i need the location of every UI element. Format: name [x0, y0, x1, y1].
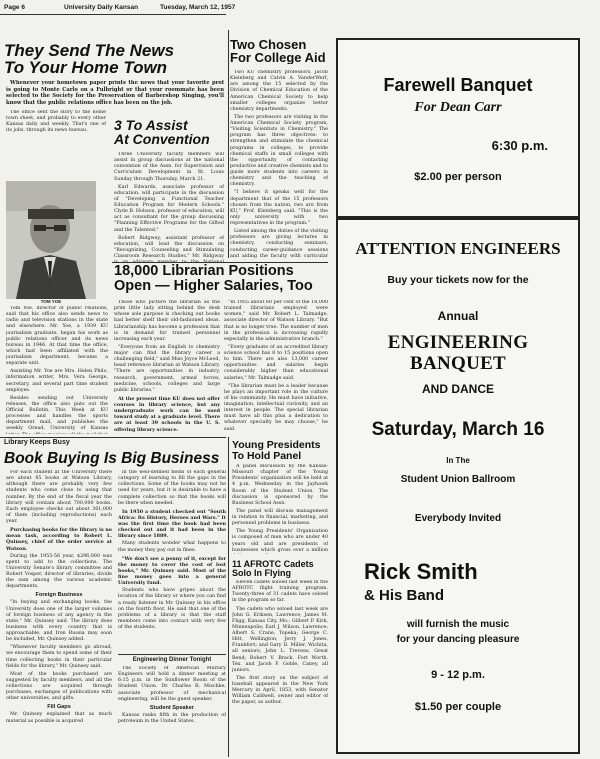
paragraph: Mr. Quinsey explained that as much material as possible is acquired — [6, 712, 112, 724]
story-home-col1-bottom — [6, 306, 108, 434]
paragraph: Tom Yoe, director of public relations, said that his office also sends news to radio and television stations in the state and elsewhere. Mr. Yoe, a 1939 KU journalism graduate, began his work as public relations officer and its news bureau in 1946. At that time the office, which had been affiliated with the journalism department, became a separate unit. — [6, 306, 108, 367]
paragraph: For each student at the University there are about 85 books at Watson Library, although there are probably very few students who come close to using that number. By the end of the fiscal year the library will contain about 700,000 books. Each employee checks out about 361,000 of them (including reproductions) each year. — [6, 470, 112, 524]
paragraph: The cadets who soloed last week are John G. Eriksen, Lawrence; James M. Fligg, Kansas City, Mo.; Gilbert P. Kirk, Minneapolis; Earl J. Wilson, Lawrence; Albert S. Crane, Topeka; George C. Hitt, Wellington; Jerry J. Jones, Frankfort; and Gary D. Miller, Wichita, all seniors; John L. Trevens, Great Bend; Robert V. Brack, Fort Worth, Tex. and Jacob F. Goble, Caney, all juniors. — [232, 606, 328, 673]
ad-line: Saturday, March 16 — [371, 419, 545, 441]
paragraph: A panel discussion by the Kansas-Missouri chapter of the Young Presidents' organization will be held at 4 p.m. Wednesday in the Jayhawk Room of the Student Union. The discussion is sponsored by the Business School Assn. — [232, 464, 328, 506]
story-aid-body — [230, 70, 328, 260]
headline: Book Buying Is Big Business — [4, 451, 220, 467]
headline-line-1: 18,000 Librarian Positions — [114, 264, 294, 279]
paragraph: During the 1955-56 year, $296,000 was spent to add to the collections. The University Senate's library committee and Robert Vosper, director of libraries, divide the sum among the various academic departments. — [6, 553, 112, 590]
paragraph: In 1950 a student checked out "South Africa: Its History, Heroes and Wars." It was the first time the book had been checked out and it had been in the library since 1889. — [118, 508, 226, 540]
paragraph: Three University faculty members will assist in group discussions at the national convention of the Assn. for Supervision and Curriculum Development in St. Louis Sunday through Thursday, March 21. — [114, 152, 224, 182]
paragraph: "Every graduate of an accredited library science school has 8 to 15 positions open to him. There are also 13,000 career opportunities and salaries begin considerably higher than educational salaries," Mr. Talmadge said. — [224, 344, 328, 381]
kicker-library-keeps-busy: Library Keeps Busy — [4, 439, 70, 446]
story-afrotc-headline — [232, 560, 330, 578]
story-dinner-headline: Engineering Dinner Tonight — [132, 657, 212, 663]
photo-tom-yoe — [6, 181, 96, 299]
headline-line-1: They Send The News — [4, 42, 175, 60]
paragraph: "I believe it speaks well for the department that of the 15 professors chosen from the nation, two are from KU," Prof. Kleinberg said. "This is the only university with two representatives in the program." — [230, 190, 328, 226]
paragraph: "Whenever faculty members go abroad, we encourage them to spend some of their time collecting books in their particular fields for the library," Mr. Quinsey said. — [6, 645, 112, 669]
paragraph: The panel will discuss management in relation to financial, marketing, and personnel problems in business. — [232, 508, 328, 527]
paragraph: Kansas ranks fifth in the production of petroleum in the United States. — [118, 712, 226, 724]
ad-price: $1.50 per couple — [414, 700, 502, 713]
issue-date: Tuesday, March 12, 1957 — [160, 4, 236, 11]
story-home-lede — [6, 80, 224, 108]
paper-name: University Daily Kansan — [64, 4, 139, 11]
story-librarian-col2 — [224, 300, 328, 436]
section-rule — [118, 654, 226, 655]
story-home-headline — [4, 42, 226, 76]
ad-subtitle: For Dean Carr — [414, 99, 502, 115]
story-books-col2 — [118, 470, 226, 652]
story-presidents-headline — [232, 440, 330, 461]
paragraph: Robert Ridgway, assistant professor of education, will lead the discussion on "Recognizing, Counseling and Stimulating Classroom Research Studies." Mr. Ridgway — [114, 235, 224, 259]
ad-line: Student Union Ballroom — [400, 474, 516, 486]
headline-line-2: At Convention — [114, 131, 210, 146]
section-rule — [112, 262, 328, 263]
paragraph: The office sent the story to the home town sheet, and probably to every other Kansas daily and weekly. That's one of its jobs, through its news bureau. — [6, 110, 106, 134]
paragraph: "Everyone from an English to chemistry major can find the library career a challenging field," said Miss Joyce McLeod, head reference librarian at Watson Library. "There are opportunities in industry, research, government, armed forces, medicine, schools, colleges and large public libraries." — [114, 344, 220, 393]
headline-line-2: To Hold Panel — [232, 449, 302, 461]
ad-farewell-banquet — [336, 38, 580, 218]
ad-line: Annual — [437, 309, 479, 324]
subhead: Foreign Business — [35, 592, 83, 599]
ad-line: AND DANCE — [422, 382, 494, 397]
headline-line-2: To Your Home Town — [4, 58, 168, 76]
ad-engineering-banquet — [336, 218, 580, 754]
page-number: Page 6 — [4, 4, 25, 11]
paragraph: Those who picture the librarian as the prim little lady sitting behind the desk whose sole purpose is checking out books had better shelf their old-fashioned ideas. Librarianship has become a profession that is in demand for trained personnel increasing each year. — [114, 300, 220, 342]
story-dinner-body — [118, 666, 226, 756]
story-librarian-col1 — [114, 300, 220, 436]
paragraph: The Young Presidents' Organization is composed of men who are under 40 years old and are presidents of businesses which gross over a million — [232, 529, 328, 553]
paragraph: Karl Edwards, associate professor of education, will participate in the discussion of "Developing a Functional Teacher Education Program for Modern Schools." Clyde B. Hobson, professor of education, will act as consultant for the group discussing "Planning Effective Programs for the Gifted and the Talented." — [114, 184, 224, 233]
subhead: Fill Gaps — [47, 704, 71, 711]
ad-line: for your dancing pleasure — [396, 633, 520, 645]
column-rule — [228, 437, 229, 757]
headline-line-2: Open — Higher Salaries, Too — [114, 277, 313, 293]
story-presidents-body — [232, 464, 328, 554]
story-books-col1 — [6, 470, 112, 756]
paragraph: "The librarian must be a leader because he plays an important role in the culture of his community. He must have initiative, imagination, intellectual curiosity, and an interest in people. The special librarian must have all this plus a dedication to whatever specialty he may choose," he said. — [224, 383, 328, 432]
paragraph: Purchasing books for the library is no mean task, according to Robert L. Quinsey, chief of the order service at Watson. — [6, 527, 112, 552]
story-books-headline — [4, 451, 226, 467]
paragraph: Besides sending out University releases, the office also puts out the Official Bulletin. This Week at KU processes and handles the sports department mail, and publishes the weekly Oread, University of Kansas — [6, 395, 108, 432]
headline-line-1: 3 To Assist — [114, 118, 188, 133]
paragraph: Two KU chemistry professors, Jacob Kleinberg and Calvin A. VanderWerf, are among the 15 selected by the Division of Chemical Education of the American Chemical Society to help smaller colleges organize better chemistry departments. — [230, 70, 328, 112]
paragraph: The Society of American Military Engineers will hold a dinner meeting at 6:15 p.m. in the Sunflower Room of the Student Union. Dr. Charles B. Mischke, associate professor of mechanical engineering, will be the guest speaker. — [118, 666, 226, 702]
paragraph: "We don't see a penny of it, except for the money to cover the cost of lost books," Mr. Quinsey said. Most of the fine money goes into a general University fund. — [118, 555, 226, 587]
photo-caption: TOM YOE — [40, 299, 62, 304]
story-afrotc-body — [232, 580, 328, 756]
paragraph: The two professors are visiting in the American Chemical Society program, "Visiting Scientists in Chemistry." The program has three objectives: to strengthen and stimulate the chemical programs in colleges, to provide chemical staffs in small colleges with the opportunity of contacting productive and creative chemists and to guide more students into careers in chemistry and the teaching of chemistry. — [230, 114, 328, 188]
section-rule — [0, 437, 226, 438]
story-home-col1-top — [6, 110, 106, 180]
ad-price: $2.00 per person — [414, 171, 502, 184]
paragraph: Most of the books purchased are suggested by faculty members, and all the collections are acquired through purchases, exchanges of publications with other universities, and gifts. — [6, 671, 112, 702]
lede-paragraph: Whenever your hometown paper prints the news that your favorite prof is going to Monte Carlo on a Fulbright or that your roommate has been selected to the Society for the Preservation of Barbershop Singing, you'll know that the public relations office has been on the job. — [6, 80, 224, 106]
subhead: Student Speaker — [149, 704, 195, 711]
story-convention-body — [114, 152, 224, 262]
headline-line-2: Solo In Flying — [232, 568, 291, 578]
paragraph: Eleven cadets soloed last week in the AFROTC flight training program. Twenty-three of 31 cadets have soloed in the program so far. — [232, 580, 328, 604]
headline-line-1: 11 AFROTC Cadets — [232, 560, 314, 569]
ad-band-name: Rick Smith — [364, 559, 478, 585]
paragraph: Assisting Mr. Yoe are Mrs. Helen Philo, information writer, Mrs. Vera George, secretary, and several part time student employes. — [6, 369, 108, 393]
paragraph: in the well-defined fields of each general category of learning to fill the gaps in the collections. Some of the books may not be used for years, but it is desirable to have a complete collection so that the books will be there when needed. — [118, 470, 226, 506]
ad-line: Buy your tickets now for the — [387, 273, 529, 286]
column-rule — [228, 30, 229, 258]
paragraph: The first story on the subject of baseball appeared in the New York Mercury in April, 1853, with Senator William Caldwell, owner and editor of the paper, as author. — [232, 675, 328, 706]
ad-band-sub: & His Band — [364, 587, 445, 605]
ad-line: will furnish the music — [406, 618, 510, 630]
headline-line-2: For College Aid — [230, 50, 326, 64]
story-aid-headline — [230, 38, 330, 64]
header-rule — [0, 14, 226, 15]
paragraph: At the present time KU does not offer courses in library science, but any undergraduate work can be used toward study at a graduate level. There are at least 39 schools in the U. S. offering library science. — [114, 395, 220, 433]
ad-line: ENGINEERING BANQUET — [387, 332, 529, 375]
ad-line: Everybody Invited — [414, 513, 502, 525]
headline-line-1: Two Chosen — [230, 38, 307, 52]
portrait-image — [6, 181, 96, 299]
ad-time: 6:30 p.m. — [491, 138, 548, 154]
headline-line-1: Young Presidents — [232, 440, 321, 451]
paragraph: "In 1955 about 60 per cent of the 18,000 trained librarians employed were women," said Mr. Robert L. Talmadge, associate director of Watson Library. "But that is no longer true. The number of men in the profession is increasing rapidly especially in the administrative branch." — [224, 300, 328, 342]
paragraph: Students who have gripes about the location of the library or where you can find a ready listener in Mr. Quinsey in his office on the fourth floor. He said that one of the problems of a library is that the staff members come into contact with very few of the students. — [118, 588, 226, 630]
paragraph: Many students wonder what happens to the money they pay out in fines. — [118, 541, 226, 553]
ad-line: In The — [446, 456, 470, 466]
ad-line: ATTENTION ENGINEERS — [355, 239, 561, 258]
story-convention-headline — [114, 118, 226, 146]
story-librarian-headline — [114, 264, 330, 293]
ad-time: 9 - 12 p.m. — [431, 668, 485, 681]
paragraph: Listed among the duties of the visiting professors are giving lectures in chemistry, conducting seminars, conducting career-guidance sessions and aiding the faculty with curricular — [230, 229, 328, 259]
ad-title: Farewell Banquet — [383, 75, 533, 95]
paragraph: "In buying and exchanging books, the University does one of the larger volumes of foreign business of any agency in the state," Mr. Quinsey said. The library does business with every country that is approachable, and Iron Russia may soon be included, Mr. Quinsey added. — [6, 600, 112, 643]
